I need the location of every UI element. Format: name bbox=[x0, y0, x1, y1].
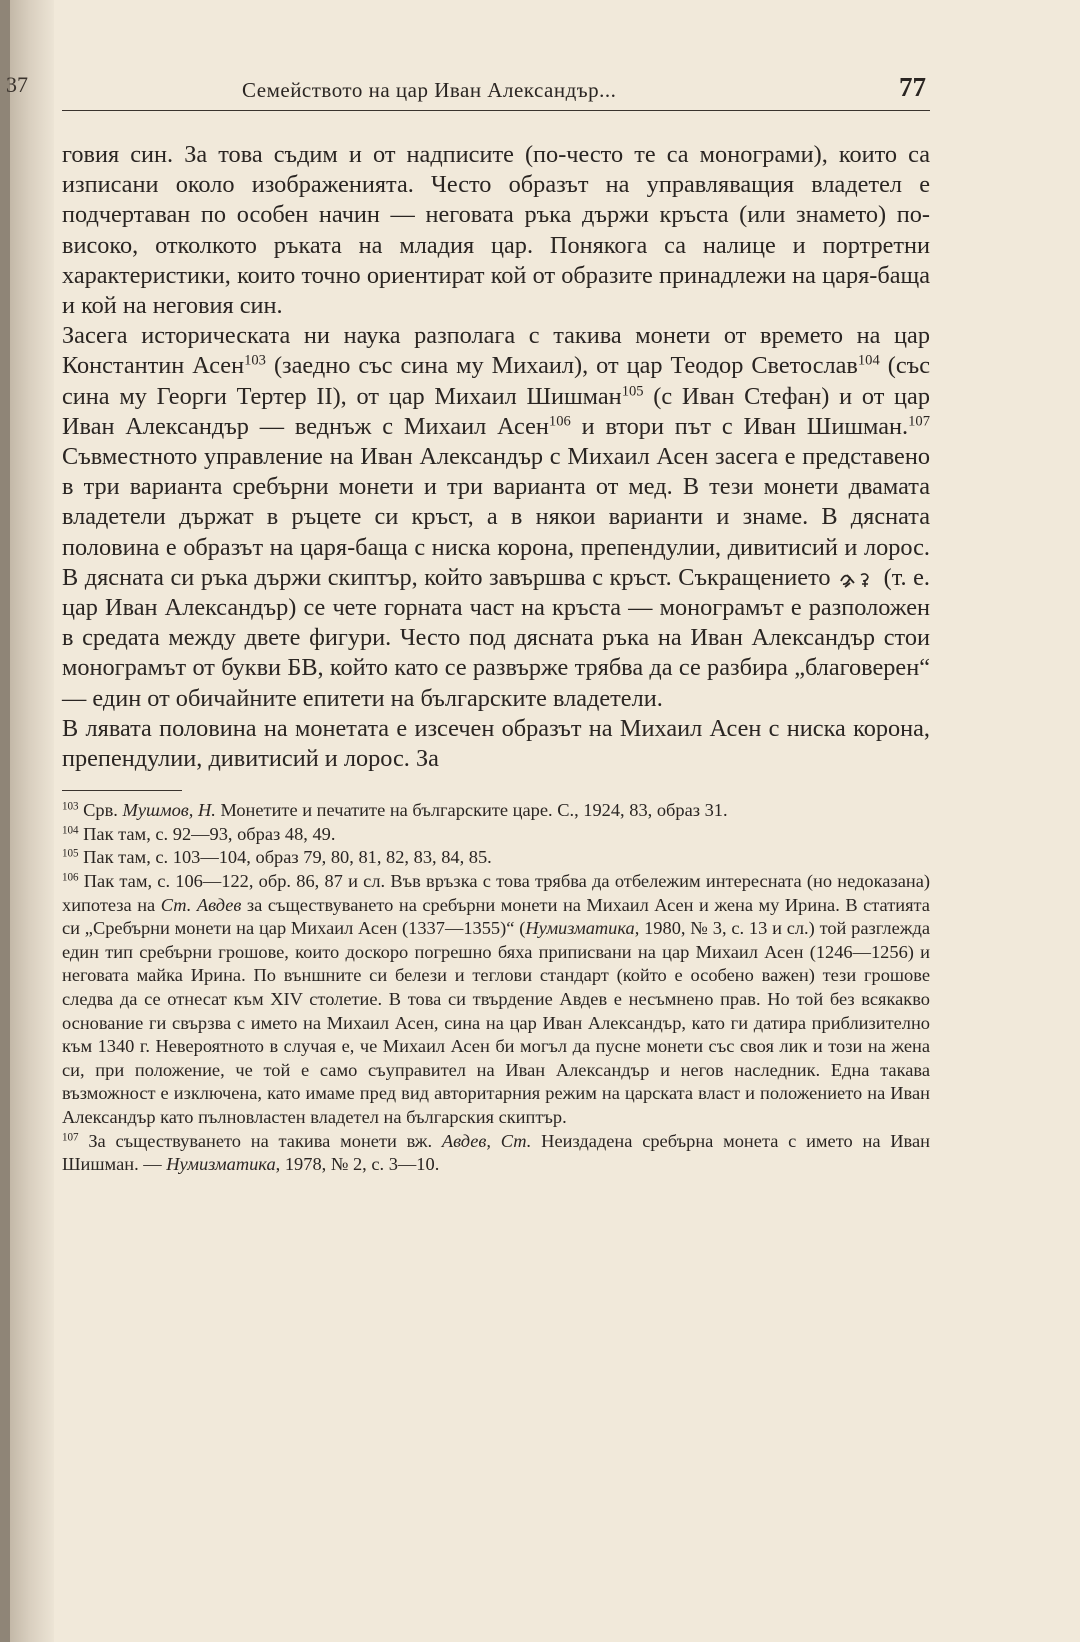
footnote-ref-104[interactable]: 104 bbox=[857, 352, 880, 369]
body-text bbox=[62, 140, 930, 774]
footnote-ref-105[interactable]: 105 bbox=[621, 382, 644, 399]
footnote-number: 106 bbox=[62, 871, 79, 884]
footnote-rule bbox=[62, 790, 182, 791]
text-run: Монетите и печатите на българските царе. С., 1924, 83, образ 31. bbox=[215, 800, 728, 821]
page-header bbox=[62, 72, 930, 108]
text-run: Неиздадена сребърна монета с името на Иван Шишман. — bbox=[62, 1130, 930, 1175]
footnote-number: 105 bbox=[62, 847, 79, 860]
text-run: Пак там, с. 106—122, обр. 86, 87 и сл. Във връзка с това трябва да отбележим интересната (но недоказана) хипотеза на bbox=[62, 871, 930, 915]
text-run: За съществуването на такива монети вж. bbox=[88, 1130, 442, 1151]
footnote-ref-103[interactable]: 103 bbox=[244, 352, 266, 369]
footnote-104 bbox=[62, 823, 930, 847]
header-rule bbox=[62, 110, 930, 111]
text-run: , 1980, № 3, с. 13 и сл.) той разглежда един тип сребърни грошове, които доскоро погрешно бяха приписвани на цар Михаил Асен (1246—1256) и неговата майка Ирина. По външните си белези и теглови стандарт (който е особено важен) тези грошове следва да се отнесат към XIV столетие. В това си твърдение Авдев е несъмнено прав. Но той без всякакво основание ги свързва с името на Михаил Асен, сина на цар Иван Александър, като ги датира приблизително към 1340 г. Невероятното в случая е, че Михаил Асен би могъл да пусне монети със своя лик и този на жена си, при положение, че той е само съуправител на Иван Александър и негов наследник. Една такава възможност е изключена, като имаме пред вид авторитарния режим на царската власт и положението на Иван Александър като пълновластен владетел на българския скиптър. bbox=[62, 918, 930, 1127]
text-run: (със сина му Георги Тертер II), от цар Михаил Шишман bbox=[62, 352, 930, 410]
text-run: Пак там, с. 103—104, образ 79, 80, 81, 82, 83, 84, 85. bbox=[83, 847, 492, 868]
journal-title: Нумизматика bbox=[166, 1154, 276, 1175]
footnote-106 bbox=[62, 870, 930, 1130]
paragraph-1: говия син. За това съдим и от надписите (по-често те са монограми), които са изписани около изображенията. Често образът на управляващия владетел е подчертаван по особен начин — неговата ръка държи кръста (или знамето) по-високо, отколкото ръката на младия цар. Понякога са налице и портретни характеристики, които точно ориентират кой от образите принадлежи на царя-баща и кой на неговия син. bbox=[62, 141, 930, 320]
text-run: Засега историческата ни наука разполага с такива монети от времето на цар Константин Асен bbox=[62, 322, 930, 380]
text-run: (заедно със сина му Михаил), от цар Теодор Светослав bbox=[265, 352, 858, 380]
footnote-number: 103 bbox=[62, 800, 79, 813]
book-page bbox=[62, 72, 930, 1177]
footnote-105 bbox=[62, 846, 930, 870]
footnote-107 bbox=[62, 1130, 930, 1177]
text-run: Съвместното управление на Иван Александър с Михаил Асен засега е представено в три варианта сребърни монети и три варианта от мед. В тези монети двамата владетели държат в ръцете си кръст, а в някои варианти и знаме. В дясната половина е образът на царя-баща с ниска корона, препендулии, дивитисий и лорос. В дясната си ръка държи скиптър, който завършва с кръст. Съкращението bbox=[62, 443, 930, 591]
author-name: Ст. Авдев bbox=[160, 894, 242, 915]
journal-title: Нумизматика bbox=[525, 918, 635, 939]
footnote-103 bbox=[62, 799, 930, 823]
text-run: (с Иван Стефан) и от цар Иван Александър — веднъж с Михаил Асен bbox=[62, 382, 930, 440]
running-title: Семейството на цар Иван Александър... bbox=[242, 78, 617, 102]
text-run: за съществуването на сребърни монети на Михаил Асен и жена му Ирина. В статията си „Сребърни монети на цар Михаил Асен (1337—1355)“ ( bbox=[62, 894, 930, 939]
footnote-number: 104 bbox=[62, 824, 79, 837]
paragraph-3: В лявата половина на монетата е изсечен образът на Михаил Асен с ниска корона, препендулии, дивитисий и лорос. За bbox=[62, 714, 930, 773]
author-name: Мушмов, Н. bbox=[122, 800, 216, 821]
text-run: , 1978, № 2, с. 3—10. bbox=[275, 1154, 440, 1175]
footnote-ref-107[interactable]: 107 bbox=[908, 413, 930, 430]
footnote-number: 107 bbox=[62, 1130, 79, 1143]
book-gutter bbox=[0, 0, 54, 1642]
text-run: и втори път с Иван Шишман. bbox=[570, 412, 909, 440]
monogram-icon bbox=[837, 569, 877, 589]
text-run: Срв. bbox=[83, 800, 123, 821]
paragraph-2 bbox=[62, 321, 930, 714]
author-name: Авдев, Ст. bbox=[441, 1130, 532, 1151]
text-run: Пак там, с. 92—93, образ 48, 49. bbox=[83, 823, 336, 844]
gutter-shadow bbox=[0, 0, 10, 1642]
footnotes bbox=[62, 799, 930, 1177]
footnote-ref-106[interactable]: 106 bbox=[548, 413, 571, 430]
adjacent-page-number: 37 bbox=[6, 72, 28, 97]
page-number: 77 bbox=[899, 72, 926, 102]
text-run: (т. е. цар Иван Александър) се чете горната част на кръста — монограмът е разположен в средата между двете фигури. Често под дясната ръка на Иван Александър стои монограмът от букви БВ, който като се развърже трябва да се разбира „благоверен“ — един от обичайните епитети на българските владетели. bbox=[62, 563, 930, 712]
